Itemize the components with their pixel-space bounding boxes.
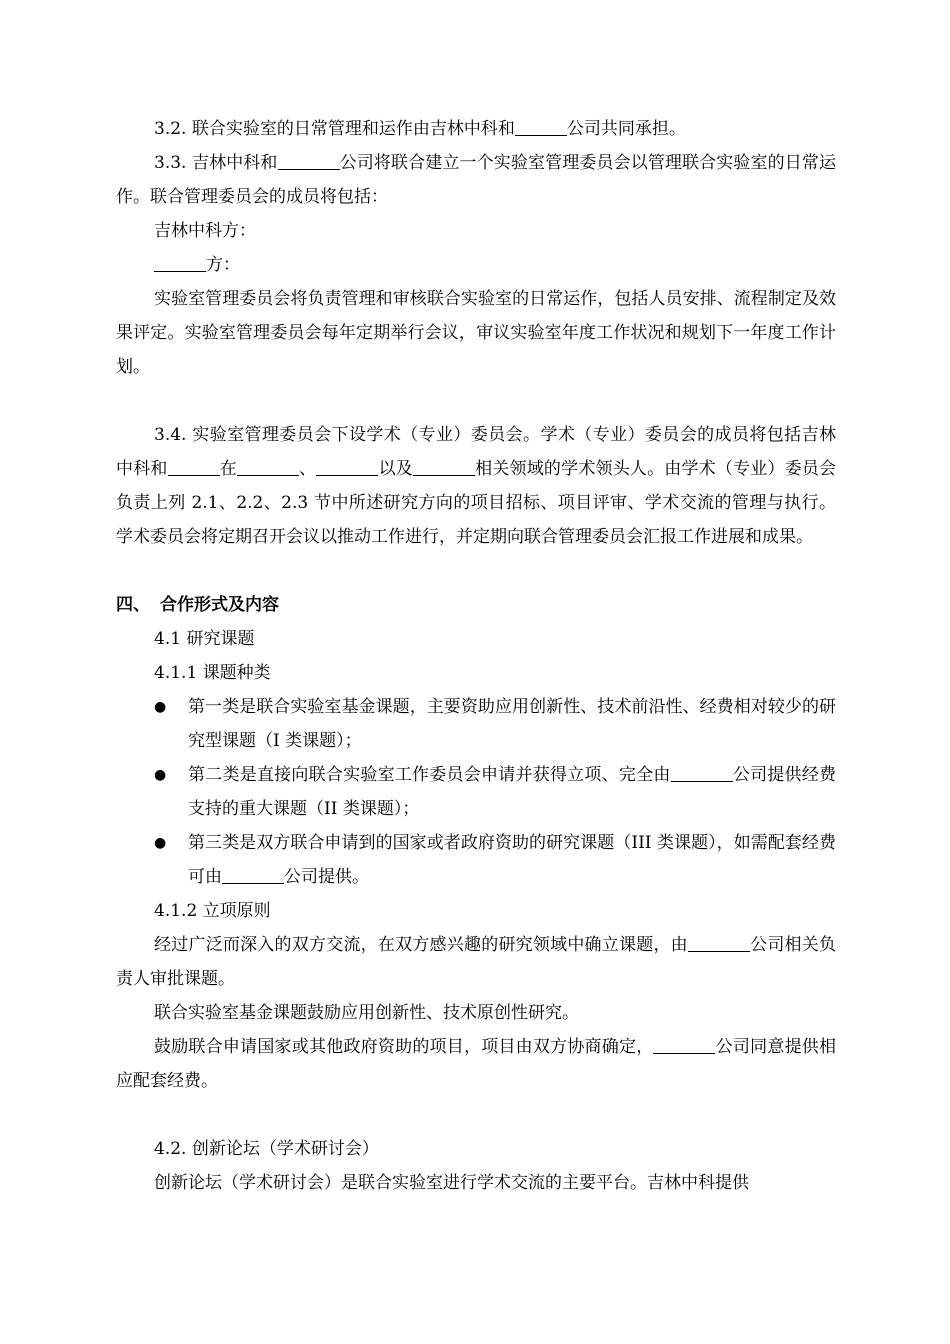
- subheading-4-1: 4.1 研究课题: [154, 629, 255, 649]
- text: 方：: [206, 255, 240, 275]
- text: 经过广泛而深入的双方交流，在双方感兴趣的研究领域中确立课题，由: [154, 935, 688, 955]
- party-jilin: 吉林中科方：: [154, 221, 256, 241]
- subheading-4-1-2: 4.1.2 立项原则: [154, 901, 271, 921]
- spacer: [116, 554, 836, 588]
- section-4-heading: [116, 588, 836, 622]
- blank-line: [278, 147, 340, 170]
- text: 公司提供经费支持的重大课题（II 类课题）；: [188, 765, 837, 819]
- text: 鼓励联合申请国家或其他政府资助的项目，项目由双方协商确定，: [154, 1037, 654, 1057]
- blank-line: [168, 453, 220, 476]
- text: 公司相关负责人审批课题。: [116, 935, 837, 989]
- text: 第一类是联合实验室基金课题，主要资助应用创新性、技术前沿性、经费相对较少的研究型课题（I 类课题）；: [188, 697, 836, 751]
- subheading-4-1-1: 4.1.1 课题种类: [154, 663, 271, 683]
- blank-line: [413, 453, 475, 476]
- text: 、: [298, 459, 317, 479]
- blank-line: [316, 453, 378, 476]
- paragraph-3-2: [116, 112, 836, 146]
- spacer: [116, 384, 836, 418]
- bullet-icon: ●: [154, 767, 167, 783]
- text: 3.4. 实验室管理委员会下设学术（专业）委员会。学术（专业）委员会的成员将包括吉林中科和: [116, 425, 836, 479]
- text: 以及: [378, 459, 413, 479]
- text: 公司提供。: [284, 867, 369, 887]
- bullet-item-1: [116, 690, 836, 758]
- bullet-item-2: [116, 758, 836, 826]
- blank-line: [237, 453, 299, 476]
- paragraph-principle-1: [116, 928, 836, 996]
- text: 公司共同承担。: [566, 119, 686, 139]
- document-page: [116, 112, 836, 1200]
- text: 3.3. 吉林中科和: [154, 153, 278, 173]
- text: 在: [219, 459, 237, 479]
- blank-line: [671, 759, 733, 782]
- text: 公司将联合建立一个实验室管理委员会以管理联合实验室的日常运作。联合管理委员会的成员将包括：: [116, 153, 837, 207]
- section-number: 四、: [116, 595, 150, 615]
- paragraph-3-4: [116, 418, 836, 554]
- paragraph-principle-3: [116, 1030, 836, 1098]
- text: 第三类是双方联合申请到的国家或者政府资助的研究课题（III 类课题），如需配套经费可由: [188, 833, 836, 887]
- text: 相关领域的学术领头人。由学术（专业）委员会负责上列 2.1、2.2、2.3 节中所述研究方向的项目招标、项目评审、学术交流的管理与执行。学术委员会将定期召开会议以推动工作进行，并定期向联合管理委员会汇报工作进展和成果。: [116, 459, 837, 547]
- bullet-icon: ●: [154, 699, 167, 715]
- paragraph-committee: 实验室管理委员会将负责管理和审核联合实验室的日常运作，包括人员安排、流程制定及效果评定。实验室管理委员会每年定期举行会议，审议实验室年度工作状况和规划下一年度工作计划。: [116, 289, 836, 377]
- spacer: [116, 1098, 836, 1132]
- text: 第二类是直接向联合实验室工作委员会申请并获得立项、完全由: [188, 765, 671, 785]
- section-title: 合作形式及内容: [160, 595, 279, 615]
- blank-line: [688, 929, 750, 952]
- text: 3.2. 联合实验室的日常管理和运作由吉林中科和: [154, 119, 515, 139]
- text: 公司同意提供相应配套经费。: [116, 1037, 837, 1091]
- paragraph-principle-2: 联合实验室基金课题鼓励应用创新性、技术原创性研究。: [154, 1003, 579, 1023]
- blank-line: [515, 113, 567, 136]
- bullet-item-3: [116, 826, 836, 894]
- subheading-4-2: 4.2. 创新论坛（学术研讨会）: [154, 1139, 379, 1159]
- blank-line: [653, 1031, 715, 1054]
- party-other: [116, 248, 836, 282]
- blank-line: [222, 861, 284, 884]
- blank-line: [154, 249, 206, 272]
- paragraph-forum: 创新论坛（学术研讨会）是联合实验室进行学术交流的主要平台。吉林中科提供: [154, 1173, 749, 1193]
- bullet-icon: ●: [154, 835, 167, 851]
- paragraph-3-3: [116, 146, 836, 214]
